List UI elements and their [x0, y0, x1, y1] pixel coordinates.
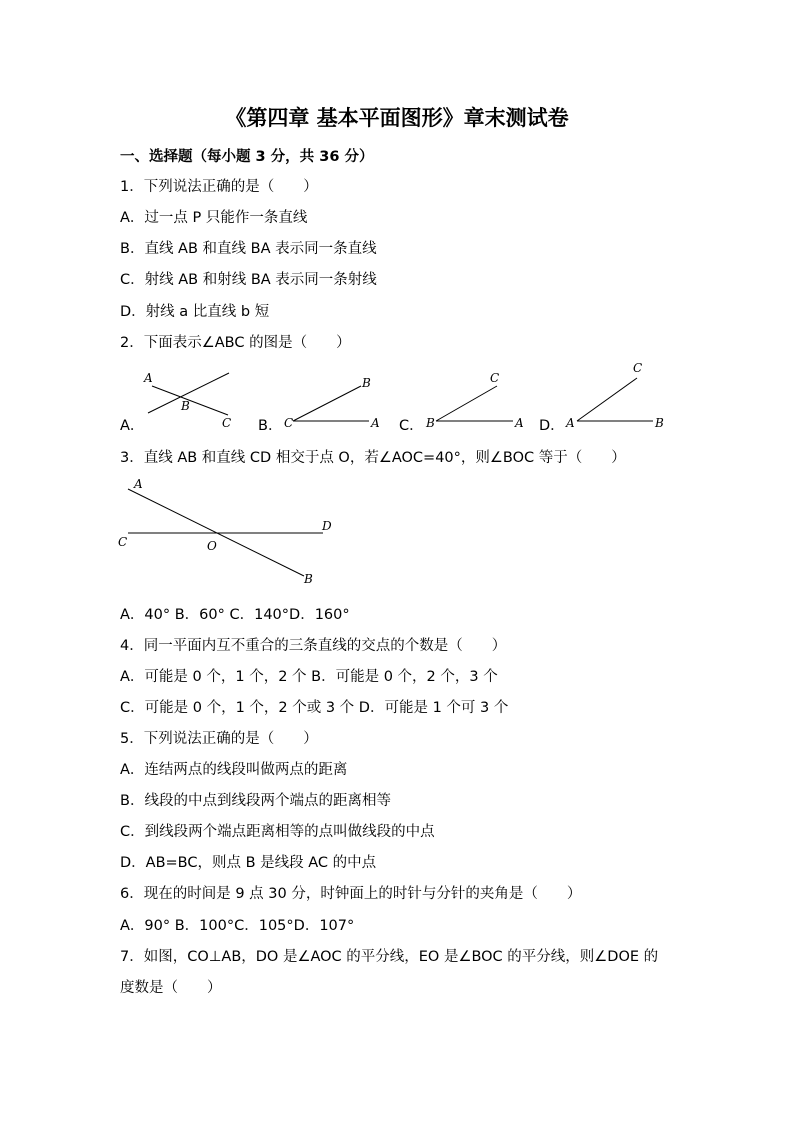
q3-figure	[118, 477, 332, 586]
q3-label-a: A	[134, 477, 143, 491]
fig-c-label-3: A	[515, 416, 524, 430]
q4-options-cd: C．可能是 0 个，1 个，2 个或 3 个 D．可能是 1 个可 3 个	[120, 700, 509, 716]
exam-title: 《第四章 基本平面图形》章末测试卷	[225, 105, 569, 130]
fig-b-label-3: A	[371, 416, 380, 430]
fig-d-label-1: C	[633, 361, 643, 375]
fig-b-label-2: C	[284, 416, 294, 430]
q1-option-a: A．过一点 P 只能作一条直线	[120, 210, 308, 226]
q2-option-c-label: C．	[399, 418, 424, 434]
q1-option-d: D．射线 a 比直线 b 短	[120, 304, 270, 320]
q2-figure-b	[284, 376, 380, 430]
fig-d-label-2: A	[566, 416, 575, 430]
q7-stem-line-1: 7．如图，CO⊥AB，DO 是∠AOC 的平分线，EO 是∠BOC 的平分线，则∠DOE 的	[120, 949, 659, 965]
fig-b-ray-1	[293, 386, 361, 421]
q5-option-c: C．到线段两个端点距离相等的点叫做线段的中点	[120, 824, 435, 840]
q3-stem: 3．直线 AB 和直线 CD 相交于点 O，若∠AOC=40°，则∠BOC 等于（ ）	[120, 450, 626, 466]
fig-a-label-1: A	[144, 371, 153, 385]
fig-c-label-2: B	[426, 416, 435, 430]
q2-stem: 2．下面表示∠ABC 的图是（ ）	[120, 335, 351, 351]
q3-label-o: O	[207, 539, 217, 553]
q2-option-a-label: A．	[120, 418, 145, 434]
q3-label-d: D	[322, 519, 332, 533]
fig-a-label-3: C	[222, 416, 232, 430]
fig-a-label-2: B	[181, 399, 190, 413]
q4-options-ab: A．可能是 0 个，1 个，2 个 B．可能是 0 个，2 个，3 个	[120, 669, 498, 685]
q3-label-c: C	[118, 535, 128, 549]
q5-option-a: A．连结两点的线段叫做两点的距离	[120, 762, 348, 778]
q4-stem: 4．同一平面内互不重合的三条直线的交点的个数是（ ）	[120, 638, 507, 654]
q6-stem: 6．现在的时间是 9 点 30 分，时钟面上的时针与分针的夹角是（ ）	[120, 886, 582, 902]
q2-figure-c	[425, 371, 524, 430]
q6-options: A．90° B．100°C．105°D．107°	[120, 918, 355, 934]
q3-label-b: B	[304, 572, 313, 586]
fig-b-label-1: B	[362, 376, 371, 390]
q3-options: A．40° B．60° C．140°D．160°	[120, 607, 350, 623]
fig-c-label-1: C	[490, 371, 500, 385]
q1-option-b: B．直线 AB 和直线 BA 表示同一条直线	[120, 241, 377, 257]
q5-option-b: B．线段的中点到线段两个端点的距离相等	[120, 793, 391, 809]
q1-option-c: C．射线 AB 和射线 BA 表示同一条射线	[120, 272, 377, 288]
q2-figure-a	[143, 371, 231, 430]
section-heading: 一、选择题（每小题 3 分，共 36 分）	[120, 149, 374, 165]
q1-stem: 1．下列说法正确的是（ ）	[120, 179, 318, 195]
q7-stem-line-2: 度数是（ ）	[120, 980, 222, 996]
q2-figure-d	[565, 361, 664, 430]
q2-option-b-label: B．	[258, 418, 283, 434]
fig-d-ray-1	[577, 378, 637, 421]
fig-d-label-3: B	[655, 416, 664, 430]
q5-stem: 5．下列说法正确的是（ ）	[120, 731, 318, 747]
q5-option-d: D．AB=BC，则点 B 是线段 AC 的中点	[120, 855, 377, 871]
fig-c-ray-1	[436, 386, 497, 421]
fig-a-line-1	[152, 386, 228, 415]
q2-option-d-label: D．	[539, 418, 565, 434]
